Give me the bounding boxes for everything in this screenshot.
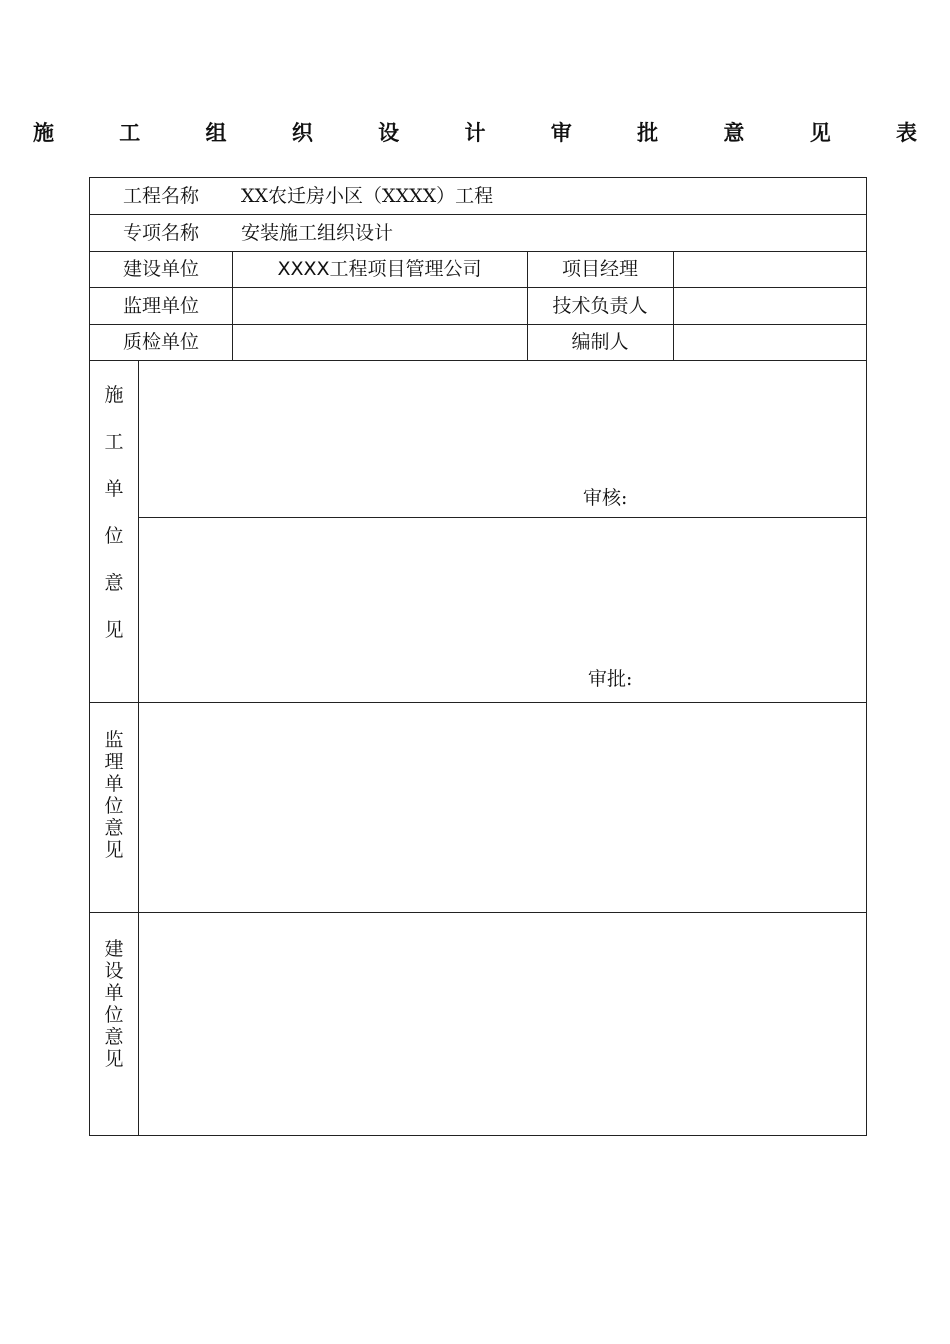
supervision-opinion-label	[90, 729, 138, 861]
vertical-char: 单	[104, 773, 124, 795]
vertical-char: 工	[104, 431, 124, 453]
vertical-char: 位	[104, 525, 124, 547]
vertical-char: 见	[104, 839, 124, 861]
quality-unit-value	[232, 324, 527, 360]
vertical-char: 见	[104, 619, 124, 641]
approval-form-table	[89, 177, 867, 1136]
vertical-char: 设	[104, 960, 124, 982]
tech-lead-value	[673, 287, 866, 324]
contractor-opinion-label	[90, 384, 138, 666]
vertical-char: 意	[104, 1026, 124, 1048]
vertical-char: 监	[104, 729, 124, 751]
vertical-char: 见	[104, 1048, 124, 1070]
supervision-unit-value	[232, 287, 527, 324]
compiler-label: 编制人	[571, 331, 629, 353]
quality-unit-label: 质检单位	[122, 331, 199, 353]
compiler-value	[673, 324, 866, 360]
document-title: 施 工 组 织 设 计 审 批 意 见 表	[32, 121, 947, 145]
row-divider	[138, 517, 866, 518]
vertical-char: 施	[104, 384, 124, 406]
vertical-char: 位	[104, 795, 124, 817]
project-name-label: 工程名称	[122, 185, 199, 207]
vertical-char: 单	[104, 982, 124, 1004]
row-divider	[90, 702, 866, 703]
review-signature-label: 审核:	[583, 487, 628, 509]
project-manager-label: 项目经理	[561, 258, 638, 280]
construction-unit-label: 建设单位	[122, 258, 199, 280]
tech-lead-label: 技术负责人	[552, 294, 648, 317]
special-name-label: 专项名称	[122, 221, 199, 244]
vertical-char: 意	[104, 817, 124, 839]
column-divider	[138, 360, 139, 1135]
row-divider	[90, 360, 866, 361]
special-name-value: 安装施工组织设计	[241, 221, 394, 244]
project-manager-value	[673, 251, 866, 287]
vertical-char: 建	[104, 938, 124, 960]
row-divider	[90, 912, 866, 913]
approve-signature-label: 审批:	[588, 668, 633, 690]
vertical-char: 理	[104, 751, 124, 773]
vertical-char: 意	[104, 572, 124, 594]
vertical-char: 位	[104, 1004, 124, 1026]
construction-unit-value: XXXX工程项目管理公司	[277, 258, 482, 280]
project-name-value: XX农迁房小区（XXXX）工程	[241, 185, 494, 207]
supervision-unit-label: 监理单位	[122, 294, 199, 317]
owner-opinion-label	[90, 938, 138, 1070]
vertical-char: 单	[104, 478, 124, 500]
